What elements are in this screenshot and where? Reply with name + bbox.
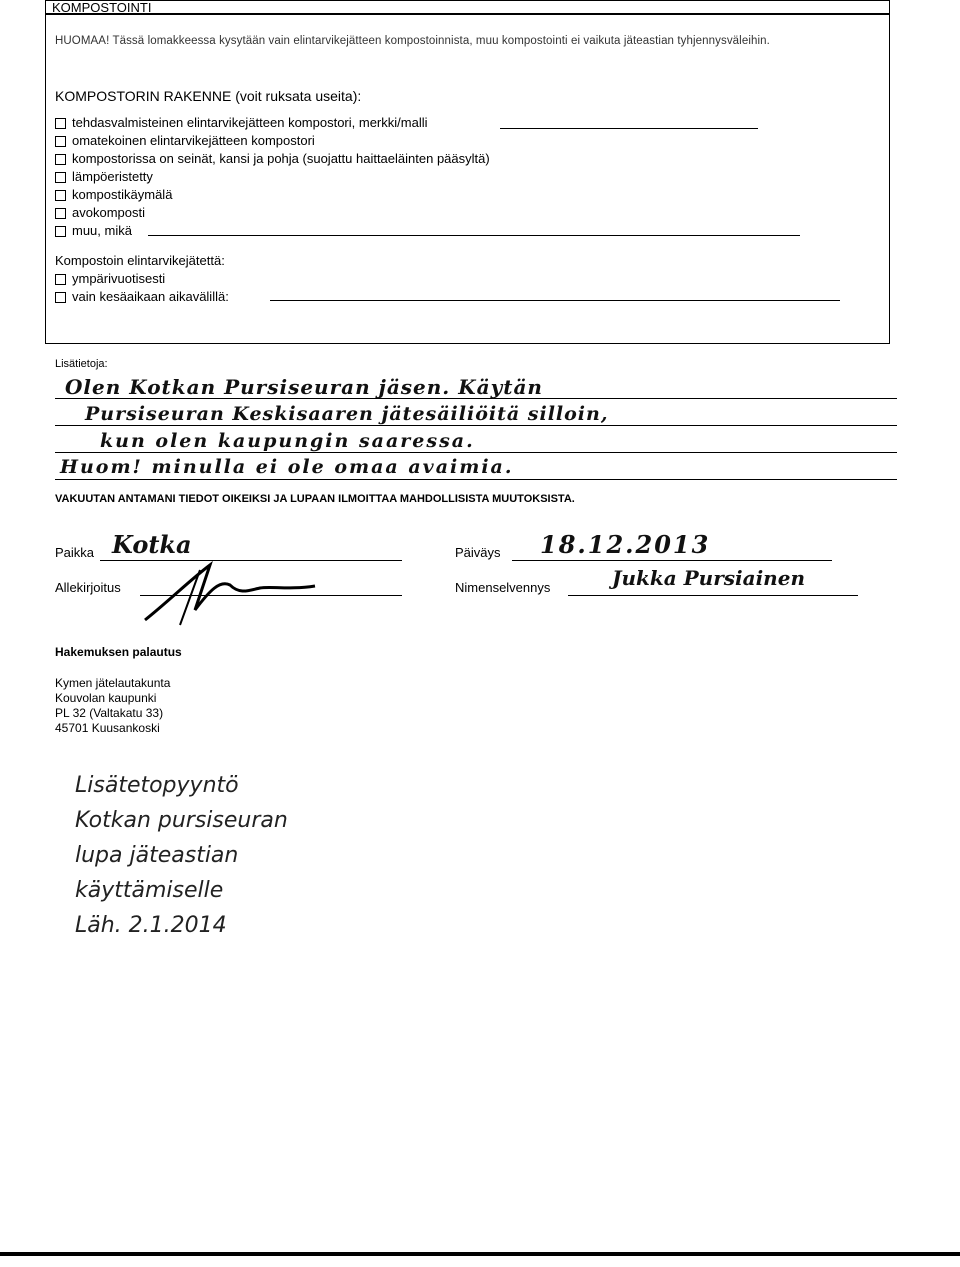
handwritten-line-4: Huom! minulla ei ole omaa avaimia. <box>60 456 514 478</box>
period-field-line[interactable] <box>270 300 840 301</box>
extra-line-4[interactable] <box>55 479 897 480</box>
structure-heading: KOMPOSTORIN RAKENNE (voit ruksata useita): <box>55 88 362 104</box>
option-homemade-composter[interactable]: omatekoinen elintarvikejätteen kompostori <box>55 132 855 150</box>
date-value: 18.12.2013 <box>540 530 711 559</box>
checkbox-icon[interactable] <box>55 190 66 201</box>
return-address <box>55 676 170 736</box>
handwritten-line-1: Olen Kotkan Pursiseuran jäsen. Käytän <box>65 375 543 399</box>
option-compost-toilet[interactable]: kompostikäymälä <box>55 186 855 204</box>
return-heading: Hakemuksen palautus <box>55 645 182 659</box>
date-field-line[interactable] <box>512 560 832 561</box>
checkbox-icon[interactable] <box>55 136 66 147</box>
option-factory-composter[interactable]: tehdasvalmisteinen elintarvikejätteen kompostori, merkki/malli <box>55 114 855 132</box>
name-field-line[interactable] <box>568 595 858 596</box>
checkbox-icon[interactable] <box>55 172 66 183</box>
name-value: Jukka Pursiainen <box>612 566 805 590</box>
annotation-line: Kotkan pursiseuran <box>75 808 288 833</box>
address-line: Kymen jätelautakunta <box>55 676 171 690</box>
checkbox-icon[interactable] <box>55 226 66 237</box>
annotation-line: lupa jäteastian <box>75 843 239 868</box>
page-bottom-rule <box>0 1252 960 1256</box>
checkbox-icon[interactable] <box>55 274 66 285</box>
handwritten-line-3: kun olen kaupungin saaressa. <box>100 430 475 452</box>
option-insulated[interactable]: lämpöeristetty <box>55 168 855 186</box>
address-line: PL 32 (Valtakatu 33) <box>55 706 164 720</box>
date-label: Päiväys <box>455 545 501 560</box>
option-summer-only[interactable]: vain kesäaikaan aikavälillä: <box>55 288 229 306</box>
signature-label: Allekirjoitus <box>55 580 121 595</box>
place-label: Paikka <box>55 545 95 560</box>
checkbox-icon[interactable] <box>55 292 66 303</box>
annotation-line: Lisätetopyyntö <box>75 773 239 798</box>
checkbox-icon[interactable] <box>55 118 66 129</box>
notice-text: HUOMAA! Tässä lomakkeessa kysytään vain elintarvikejätteen kompostoinnista, muu kompostointi ei vaikuta jäteastian tyhjennysväleihin. <box>55 35 770 47</box>
timing-heading: Kompostoin elintarvikejätettä: <box>55 253 225 268</box>
handwritten-annotation <box>75 768 288 943</box>
extra-info-label: Lisätietoja: <box>55 358 108 370</box>
declaration-text: VAKUUTAN ANTAMANI TIEDOT OIKEIKSI JA LUPAAN ILMOITTAA MAHDOLLISISTA MUUTOKSISTA. <box>55 493 575 505</box>
annotation-line: käyttämiselle <box>75 878 224 903</box>
name-label: Nimenselvennys <box>455 580 551 595</box>
signature-drawing <box>140 560 340 630</box>
extra-line-2[interactable] <box>55 425 897 426</box>
section-title: KOMPOSTOINTI <box>45 0 890 14</box>
address-line: Kouvolan kaupunki <box>55 691 157 705</box>
checkbox-icon[interactable] <box>55 208 66 219</box>
checkbox-icon[interactable] <box>55 154 66 165</box>
option-protected-composter[interactable]: kompostorissa on seinät, kansi ja pohja (suojattu haittaeläinten pääsyltä) <box>55 150 855 168</box>
place-value: Kotka <box>112 530 192 559</box>
other-field-line[interactable] <box>148 235 800 236</box>
handwritten-line-2: Pursiseuran Keskisaaren jätesäiliöitä silloin, <box>85 403 609 425</box>
option-year-round[interactable]: ympärivuotisesti <box>55 270 229 288</box>
timing-options <box>55 270 229 306</box>
annotation-line: Läh. 2.1.2014 <box>75 913 227 938</box>
option-open-compost[interactable]: avokomposti <box>55 204 855 222</box>
extra-line-3[interactable] <box>55 452 897 453</box>
address-line: 45701 Kuusankoski <box>55 721 160 735</box>
option-other[interactable]: muu, mikä <box>55 222 855 240</box>
structure-options <box>55 114 855 240</box>
model-field-line[interactable] <box>500 128 758 129</box>
